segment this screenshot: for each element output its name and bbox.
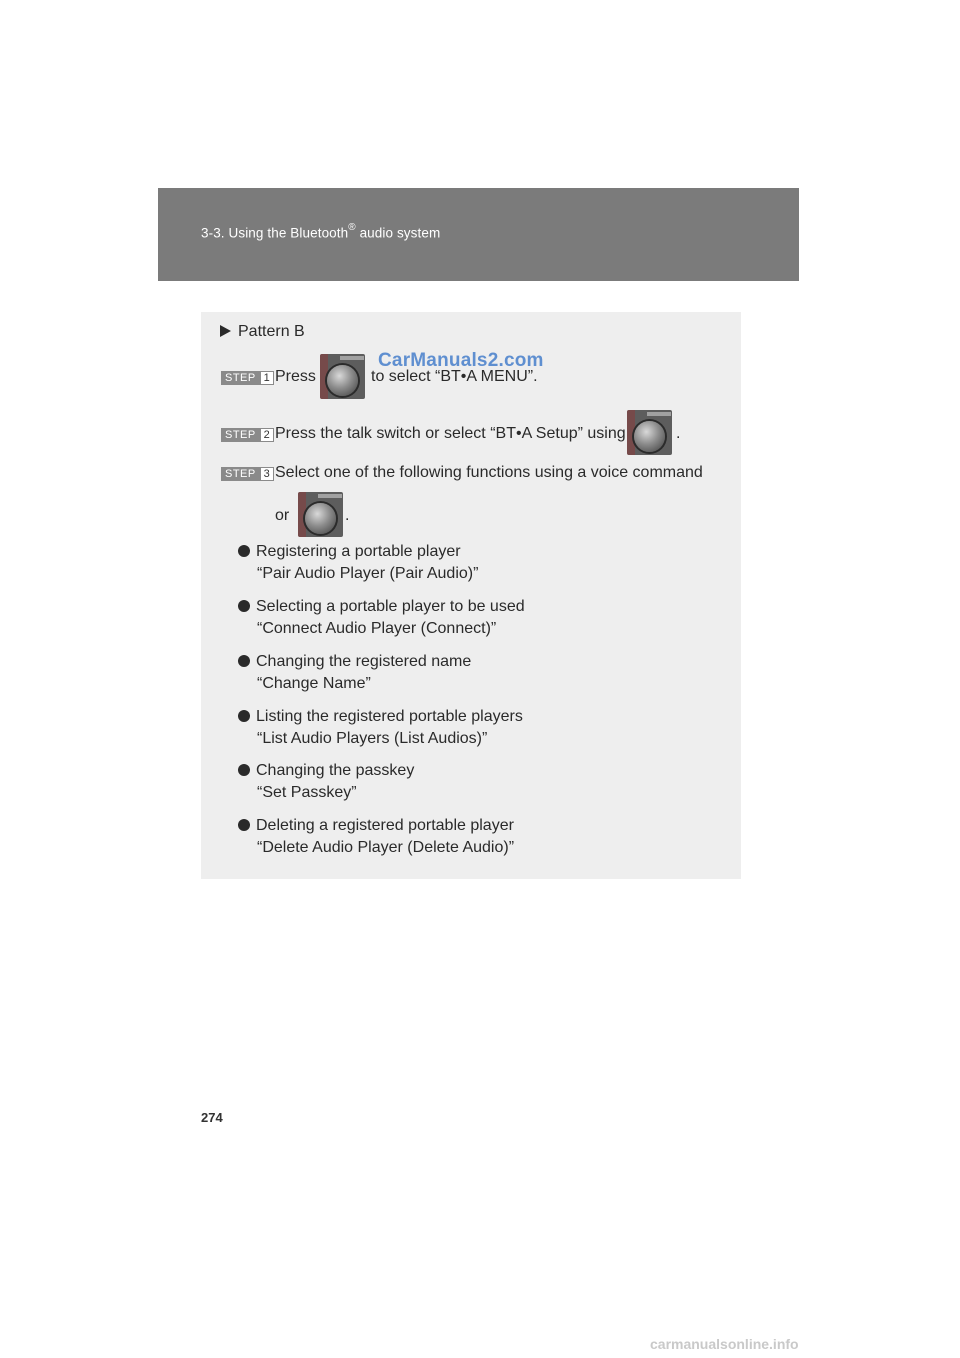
function-title-text: Changing the passkey [256,762,415,779]
step-word: STEP [221,428,260,442]
registered-mark: ® [348,222,356,233]
function-title-text: Selecting a portable player to be used [256,598,525,615]
function-title [238,762,414,780]
procedure-panel [201,312,741,879]
footer-watermark: carmanualsonline.info [650,1336,799,1352]
step-word: STEP [221,467,260,481]
step-3-text: Select one of the following functions using a voice command [275,464,703,481]
bullet-dot-icon [238,655,250,667]
tune-file-knob-icon [298,492,343,537]
step-2-badge [221,428,274,442]
step-1-badge [221,371,274,385]
bullet-dot-icon [238,710,250,722]
step-number: 1 [260,371,274,385]
step-1-text-before: Press [275,368,316,385]
step-number: 2 [260,428,274,442]
function-title [238,817,514,835]
function-title [238,598,525,616]
step-1-text-after: to select “BT•A MENU”. [371,368,538,385]
function-title [238,708,523,726]
step-3-badge [221,467,274,481]
step-3-text-after: . [345,507,350,524]
function-command: “Pair Audio Player (Pair Audio)” [257,565,479,582]
function-command: “Set Passkey” [257,784,357,801]
bullet-dot-icon [238,545,250,557]
function-command: “Delete Audio Player (Delete Audio)” [257,839,515,856]
pattern-heading [220,323,305,341]
function-title-text: Changing the registered name [256,653,472,670]
bullet-dot-icon [238,819,250,831]
bullet-dot-icon [238,600,250,612]
step-number: 3 [260,467,274,481]
step-3-or: or [275,507,290,524]
header-band [158,188,799,281]
function-title [238,653,471,671]
function-command: “Change Name” [257,675,371,692]
function-title-text: Listing the registered portable players [256,708,523,725]
tune-file-knob-icon [320,354,365,399]
pattern-label: Pattern B [238,323,305,340]
page-number: 274 [201,1110,223,1125]
step-2-text-after: . [676,425,681,442]
section-title [201,224,440,241]
function-title-text: Registering a portable player [256,543,461,560]
step-word: STEP [221,371,260,385]
function-title-text: Deleting a registered portable player [256,817,514,834]
watermark: CarManuals2.com [378,350,544,371]
function-title [238,543,461,561]
function-command: “Connect Audio Player (Connect)” [257,620,497,637]
bullet-dot-icon [238,764,250,776]
tune-file-knob-icon [627,410,672,455]
function-command: “List Audio Players (List Audios)” [257,730,488,747]
section-title-text: 3-3. Using the Bluetooth [201,225,349,241]
step-2-text-before: Press the talk switch or select “BT•A Setup” using [275,425,626,442]
triangle-right-icon [220,325,231,337]
section-title-suffix: audio system [355,225,441,241]
